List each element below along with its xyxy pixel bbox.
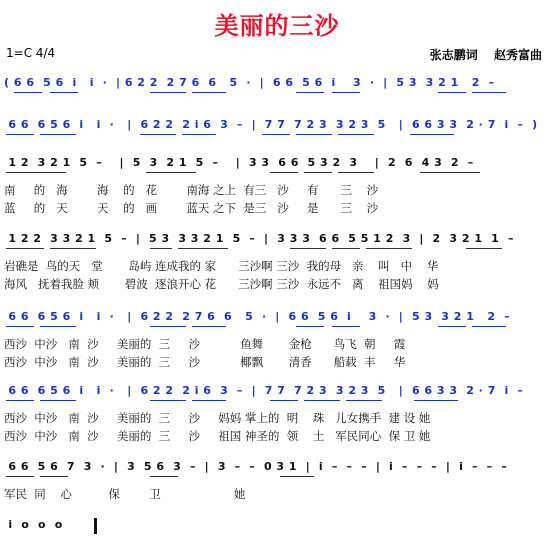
lyric-line-1: 南 的 海 海 的 花 南海 之上 有三 沙 有 三 沙 [4,183,379,197]
beam-line [192,92,226,93]
beam-line [332,326,360,327]
notation-line: 1 2 3 2 1 5 – | 5 3 2 1 5 – | 3 3 6 6 5 3 2 3 | 2 6 4 3 2 – [4,156,474,169]
beam-line [304,400,340,401]
beam-line [414,400,458,401]
lyric-line-2: 西沙 中沙 南 沙 美丽的 三 沙 祖国 神圣的 领 土 军民同心 保 卫 她 [4,429,431,443]
beam-line [472,92,506,93]
beam-line [40,476,68,477]
beam-line [6,172,66,173]
beam-line [270,172,298,173]
beam-line [150,326,186,327]
beam-line [6,400,34,401]
beam-line [332,92,360,93]
notation-line: 6 6 6 5 6 i i · | 6 2 2 2 i 6 3 – | 7 7 7 2 3 3 2 3 5 | 6 6 3 3 2 · 7 i – ) [4,118,538,131]
lyric-line-2: 蓝 的 天 天 的 画 蓝天 之下 是三 沙 是 三 沙 [4,201,379,215]
lyric-line-2: 海风 抚着我脸 颊 碧波 逐浪开心 花 三沙啊 三沙 永远不 离 祖国妈 妈 [4,277,439,291]
beam-line [346,400,382,401]
beam-line [296,326,324,327]
beam-line [472,326,506,327]
beam-line [150,248,172,249]
lyric-line-1: 岩礁是 鸟的天 堂 岛屿 连成我的 家 三沙啊 三沙 我的母 亲 叫 中 华 [4,259,439,273]
beam-line [262,134,290,135]
key-signature: 1=C 4/4 [6,46,56,60]
beam-line [332,248,360,249]
beam-line [192,326,226,327]
beam-line [438,326,466,327]
beam-line [338,134,374,135]
song-title: 美丽的三沙 [214,12,340,40]
beam-line [410,134,454,135]
notation-line: 1 2 2 3 3 2 1 5 – | 5 3 3 3 2 1 5 – | 3 3 3 6 6 5 5 1 2 3 | 2 3 2 1 1 – [4,232,514,245]
beam-line [438,92,466,93]
beam-line [50,92,78,93]
beam-line [290,248,326,249]
beam-line [420,172,480,173]
beam-line [466,248,502,249]
notation-line: 6 6 5 6 7 3 · | 3 5 6 3 – | 3 – – 0 3 1 | i – – – | i – – – | i – – – [4,460,508,473]
lyric-line-2: 西沙 中沙 南 沙 美丽的 三 沙 椰飘 清香 船载 丰 华 [4,355,406,369]
beam-line [50,248,96,249]
composer: 赵秀富曲 [493,48,542,62]
notation-line: 6 6 6 5 6 i i · | 6 2 2 2 i 6 3 – | 7 7 7 2 3 3 2 3 5 | 6 6 3 3 2 · 7 i – [4,384,524,397]
beam-line [40,326,76,327]
beam-line [304,172,332,173]
beam-line [150,400,186,401]
beam-line [338,172,374,173]
beam-line [150,92,186,93]
notation-line: i o o o [4,518,63,531]
beam-line [40,134,76,135]
beam-line [192,400,226,401]
author-credits [418,46,542,63]
beam-line [140,134,176,135]
beam-line [182,134,216,135]
notation-line: ( 6 6 5 6 i i · | 6 2 2 2 7 6 6 5 · | 6 6 5 6 i 3 · | 5 3 3 2 1 2 – [4,76,495,89]
lyric-line-1: 西沙 中沙 南 沙 美丽的 三 沙 鱼舞 金枪 鸟飞 朝 霞 [4,337,406,351]
beam-line [296,134,332,135]
beam-line [6,248,44,249]
beam-line [150,476,178,477]
beam-line [296,92,324,93]
beam-line [40,400,76,401]
lyric-line-1: 军民 同 心 保 卫 她 [4,487,246,501]
beam-line [6,326,34,327]
beam-line [6,134,34,135]
lyric-line-1: 西沙 中沙 南 沙 美丽的 三 沙 妈妈 掌上的 明 珠 儿女携手 建 设 她 [4,411,431,425]
beam-line [178,248,228,249]
notation-line: 6 6 6 5 6 i i · | 6 2 2 2 7 6 6 5 · | 6 6 5 6 i 3 · | 5 3 3 2 1 2 – [4,310,511,323]
beam-line [6,476,34,477]
beam-line [366,248,412,249]
beam-line [270,400,298,401]
beam-line [14,92,42,93]
beam-line [146,172,196,173]
lyricist: 张志鹏词 [429,48,478,62]
beam-line [280,476,314,477]
final-barline [94,518,97,534]
